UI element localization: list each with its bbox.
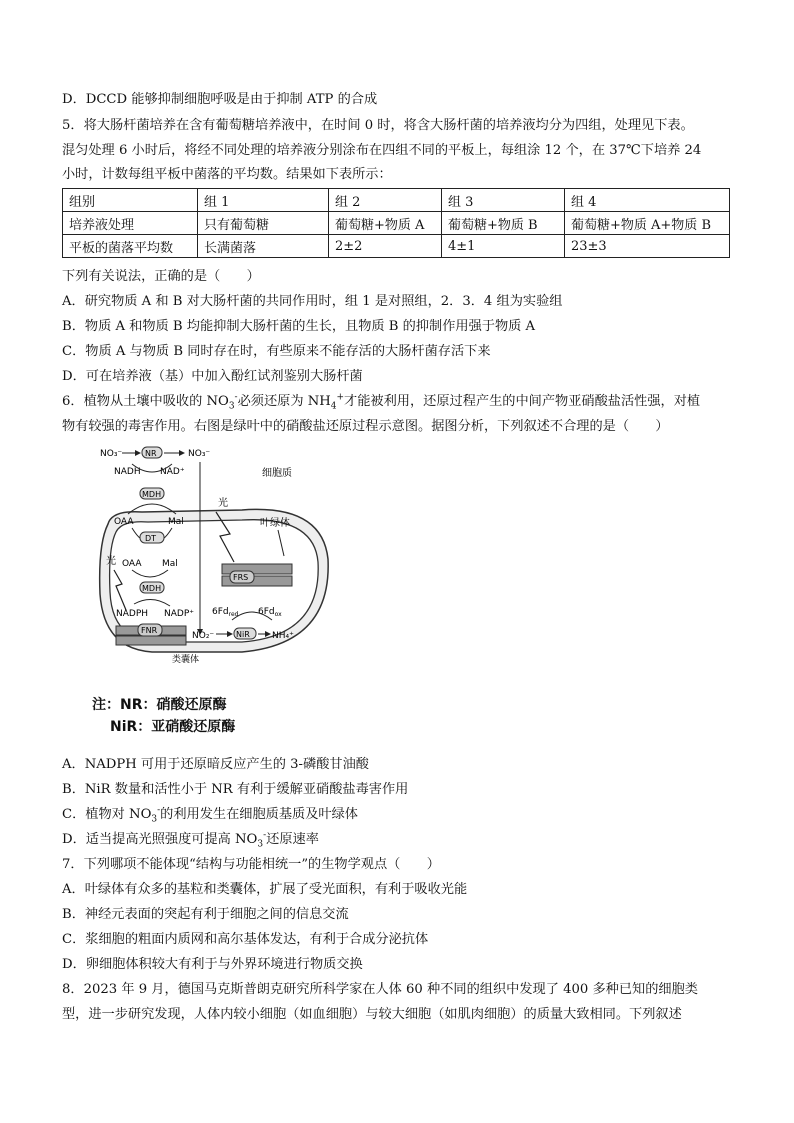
q6-option-a: A．NADPH 可用于还原暗反应产生的 3-磷酸甘油酸: [62, 757, 369, 772]
table-cell: 组 2: [329, 189, 442, 212]
figure-note-2: NiR：亚硝酸还原酶: [110, 719, 236, 735]
light-right-label: 光: [218, 498, 228, 509]
table-cell: 葡萄糖+物质 A: [329, 212, 442, 235]
table-cell: 组别: [63, 189, 198, 212]
table-row: [63, 235, 730, 258]
q6-stem-line-2: 物有较强的毒害作用。右图是绿叶中的硝酸盐还原过程示意图。据图分析，下列叙述不合理的是（ ）: [62, 419, 669, 434]
table-cell: 组 1: [198, 189, 329, 212]
superscript: -: [234, 392, 238, 403]
cytoplasm-label: 细胞质: [262, 468, 292, 479]
oaa-label: OAA: [114, 517, 134, 527]
light-left-label: 光: [106, 556, 116, 567]
superscript: -: [263, 830, 267, 841]
no3-top-left: NO₃⁻: [100, 449, 123, 459]
thylakoid-label: 类囊体: [172, 655, 200, 665]
subscript: 4: [330, 401, 337, 412]
chloroplast-label: 叶绿体: [260, 518, 290, 529]
table-cell: 葡萄糖+物质 B: [442, 212, 565, 235]
table-cell: 葡萄糖+物质 A+物质 B: [565, 212, 730, 235]
q6-option-d-part: 还原速率: [266, 832, 319, 847]
nh4-label: NH₄⁺: [272, 631, 294, 641]
q6-stem-part: 才能被利用，还原过程产生的中间产物亚硝酸盐活性强，对植: [344, 394, 701, 409]
oaa-inner-label: OAA: [122, 559, 142, 569]
table-cell: 培养液处理: [63, 212, 198, 235]
subscript: 3: [228, 401, 235, 412]
figure-note-1: 注：NR：硝酸还原酶: [92, 697, 227, 713]
superscript: -: [157, 805, 161, 816]
q7-option-b: B．神经元表面的突起有利于细胞之间的信息交流: [62, 907, 349, 922]
q5-option-b: B．物质 A 和物质 B 均能抑制大肠杆菌的生长，且物质 B 的抑制作用强于物质 A: [62, 319, 536, 334]
fd-red-label: $6Fd_{red}$: [212, 607, 239, 618]
dt-label: DT: [145, 534, 157, 543]
q8-stem-line-2: 型，进一步研究发现，人体内较小细胞（如血细胞）与较大细胞（如肌肉细胞）的质量大致相同。下列叙述: [62, 1007, 682, 1022]
q7-option-c: C．浆细胞的粗面内质网和高尔基体发达，有利于合成分泌抗体: [62, 932, 429, 947]
nad-label: NAD⁺: [160, 467, 185, 477]
table-cell: 4±1: [442, 235, 565, 258]
nitrate-reduction-diagram: [92, 444, 332, 672]
no3-top-right: NO₃⁻: [188, 449, 211, 459]
fnr-label: FNR: [141, 626, 158, 635]
q5-option-a: A．研究物质 A 和 B 对大肠杆菌的共同作用时，组 1 是对照组，2．3．4 组为实验组: [62, 294, 563, 309]
table-cell: 组 3: [442, 189, 565, 212]
mdh-label: MDH: [142, 490, 162, 499]
table-cell: 组 4: [565, 189, 730, 212]
q6-option-d-part: D．适当提高光照强度可提高 NO: [62, 832, 258, 847]
nadph-label: NADPH: [116, 609, 149, 619]
table-cell: 平板的菌落平均数: [63, 235, 198, 258]
fd-ox-label: $6Fd_{ox}$: [258, 607, 282, 618]
q4-option-d: D．DCCD 能够抑制细胞呼吸是由于抑制 ATP 的合成: [62, 92, 378, 107]
q5-result-table: [62, 188, 730, 258]
nir-label: NiR: [236, 630, 250, 639]
nadh-label: NADH: [114, 467, 141, 477]
nadp-label: NADP⁺: [164, 609, 194, 619]
q7-option-d: D．卵细胞体积较大有利于与外界环境进行物质交换: [62, 957, 363, 972]
table-row: [63, 212, 730, 235]
q6-stem-part: 6．植物从土壤中吸收的 NO: [62, 394, 229, 409]
frs-label: FRS: [233, 573, 249, 582]
q6-option-d: [62, 831, 319, 849]
q6-stem-line-1: [62, 393, 700, 411]
table-cell: 只有葡萄糖: [198, 212, 329, 235]
q6-option-c: [62, 806, 358, 824]
nr-label: NR: [145, 449, 157, 458]
q5-stem-line-1: 5．将大肠杆菌培养在含有葡萄糖培养液中，在时间 0 时，将含大肠杆菌的培养液均分为四组，处理见下表。: [62, 118, 694, 133]
q5-question: 下列有关说法，正确的是（ ）: [62, 269, 260, 284]
q6-option-c-part: C．植物对 NO: [62, 807, 152, 822]
q5-stem-line-3: 小时，计数每组平板中菌落的平均数。结果如下表所示：: [62, 167, 392, 182]
table-cell: 2±2: [329, 235, 442, 258]
q6-option-c-part: 的利用发生在细胞质基质及叶绿体: [160, 807, 358, 822]
table-cell: 23±3: [565, 235, 730, 258]
q5-stem-line-2: 混匀处理 6 小时后，将经不同处理的培养液分别涂布在四组不同的平板上，每组涂 12 个，在 37℃下培养 24: [62, 143, 702, 158]
q5-option-c: C．物质 A 与物质 B 同时存在时，有些原来不能存活的大肠杆菌存活下来: [62, 344, 491, 359]
table-header-row: [63, 189, 730, 212]
q7-stem: 7．下列哪项不能体现“结构与功能相统一”的生物学观点（ ）: [62, 857, 440, 872]
q6-option-b: B．NiR 数量和活性小于 NR 有利于缓解亚硝酸盐毒害作用: [62, 782, 409, 797]
q6-stem-part: 必须还原为 NH: [237, 394, 331, 409]
q7-option-a: A．叶绿体有众多的基粒和类囊体，扩展了受光面积，有利于吸收光能: [62, 882, 468, 897]
superscript: +: [336, 392, 345, 403]
subscript: 3: [151, 814, 158, 825]
q8-stem-line-1: 8．2023 年 9 月，德国马克斯普朗克研究所科学家在人体 60 种不同的组织中发现了 400 多种已知的细胞类: [62, 982, 698, 997]
subscript: 3: [257, 839, 264, 850]
mdh-inner-label: MDH: [142, 584, 162, 593]
q5-option-d: D．可在培养液（基）中加入酚红试剂鉴别大肠杆菌: [62, 369, 363, 384]
no2-label: NO₂⁻: [192, 631, 215, 641]
table-cell: 长满菌落: [198, 235, 329, 258]
mal-label: Mal: [168, 517, 184, 527]
thylakoid-disk: [116, 636, 186, 645]
mal-inner-label: Mal: [162, 559, 178, 569]
